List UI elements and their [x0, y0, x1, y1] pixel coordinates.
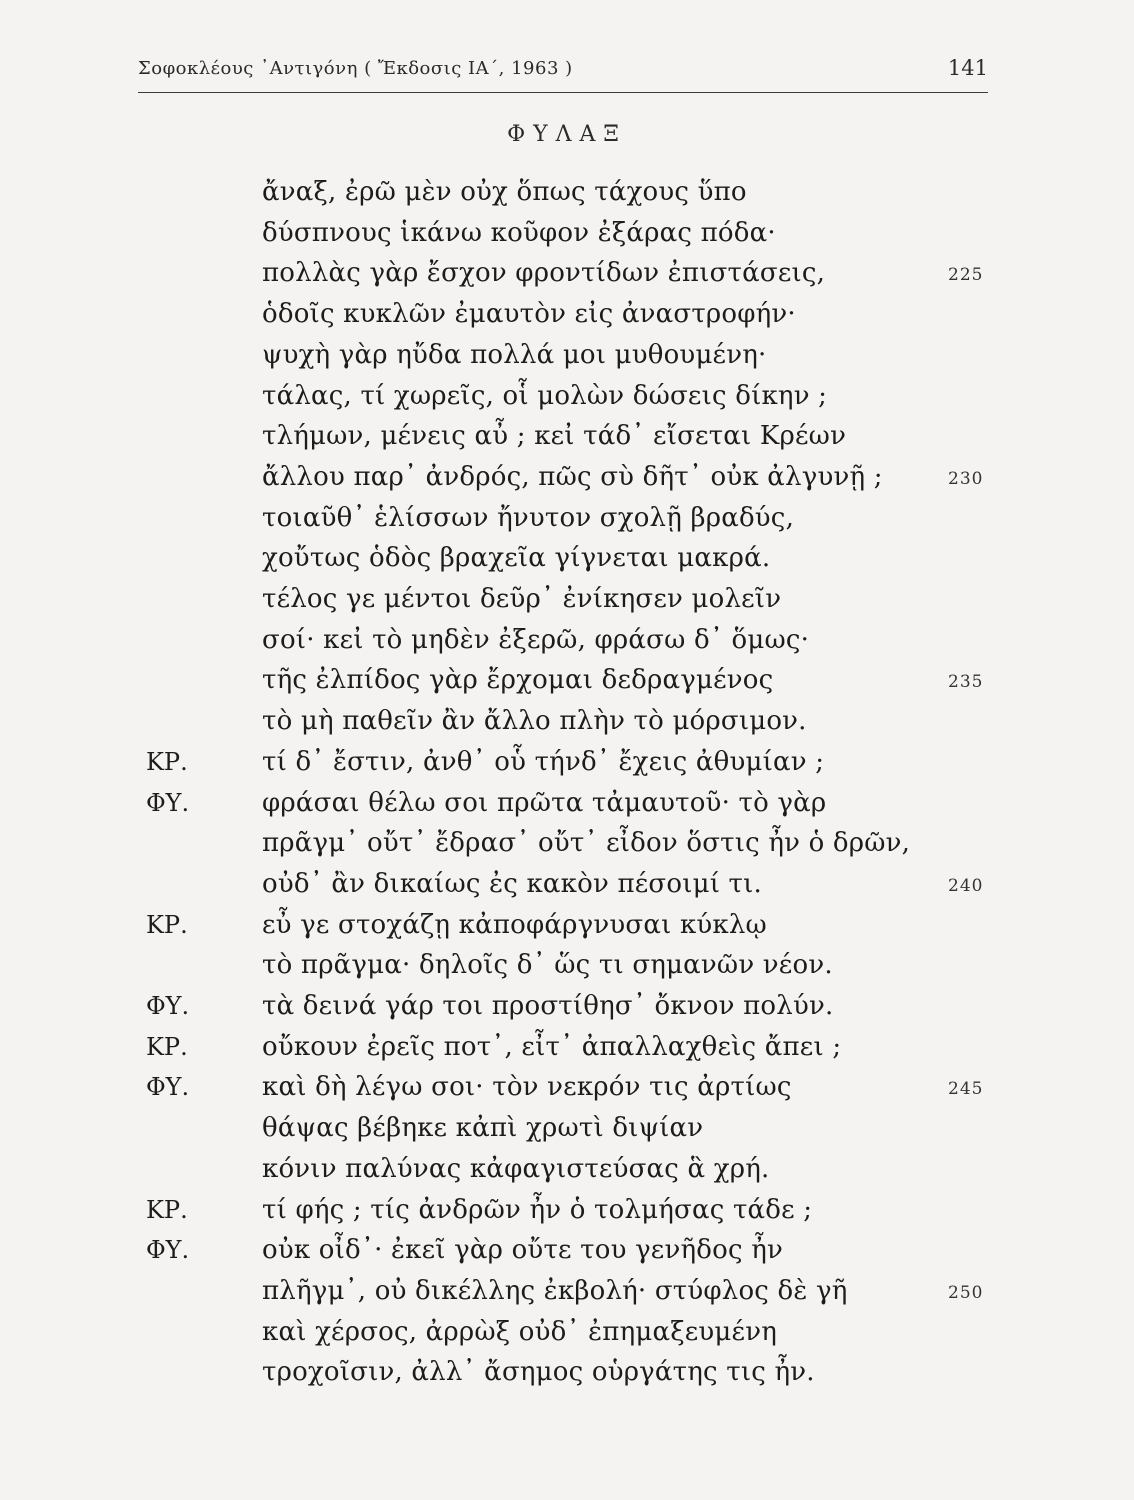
speaker-label: ΦΥ. — [146, 1236, 190, 1265]
verse-text: εὖ γε στοχάζῃ κἀποφάργνυσαι κύκλῳ — [262, 909, 767, 940]
verse-text: τί δ᾽ ἔστιν, ἀνθ᾽ οὗ τήνδ᾽ ἔχεις ἀθυμίαν ; — [262, 746, 825, 777]
speaker-label: ΦΥ. — [146, 788, 190, 817]
verse-line — [0, 457, 1134, 497]
verse-text: πρᾶγμ᾽ οὔτ᾽ ἔδρασ᾽ οὔτ᾽ εἶδον ὅστις ἦν ὁ δρῶν, — [262, 828, 911, 859]
verse-text: τάλας, τί χωρεῖς, οἷ μολὼν δώσεις δίκην ; — [262, 380, 828, 411]
verse-text: τέλος γε μέντοι δεῦρ᾽ ἐνίκησεν μολεῖν — [262, 584, 782, 614]
verse-text: ἄλλου παρ᾽ ἀνδρός, πῶς σὺ δῆτ᾽ οὐκ ἀλγυνῇ ; — [262, 461, 883, 492]
verse-text: θάψας βέβηκε κἀπὶ χρωτὶ διψίαν — [262, 1113, 704, 1144]
speaker-label: ΚΡ. — [146, 1195, 188, 1224]
line-number: 245 — [948, 1079, 984, 1100]
verse-line — [0, 1230, 1134, 1270]
verse-line — [0, 864, 1134, 904]
verse-line — [0, 335, 1134, 375]
verse-line — [0, 416, 1134, 456]
running-title: Σοφοκλέους ᾿Αντιγόνη ( Ἔκδοσις ΙΑ΄, 1963 ) — [138, 58, 573, 79]
verse-line — [0, 294, 1134, 334]
verse-text: χοὔτως ὁδὸς βραχεῖα γίγνεται μακρά. — [262, 543, 771, 574]
verse-text: καὶ δὴ λέγω σοι· τὸν νεκρόν τις ἀρτίως — [262, 1072, 792, 1103]
speaker-label: ΚΡ. — [146, 910, 188, 939]
verse-text: πλῆγμ᾽, οὐ δικέλλης ἐκβολή· στύφλος δὲ γῆ — [262, 1275, 848, 1306]
line-number: 250 — [948, 1282, 984, 1303]
verse-line — [0, 945, 1134, 985]
verse-text: τὸ μὴ παθεῖν ἂν ἄλλο πλὴν τὸ μόρσιμον. — [262, 706, 807, 737]
verse-line — [0, 1108, 1134, 1148]
speaker-label: ΦΥ. — [146, 1073, 190, 1102]
line-number: 230 — [948, 468, 984, 489]
verse-text: τὸ πρᾶγμα· δηλοῖς δ᾽ ὥς τι σημανῶν νέον. — [262, 950, 833, 981]
verse-line — [0, 783, 1134, 823]
verse-line — [0, 538, 1134, 578]
verse-text: τί φής ; τίς ἀνδρῶν ἦν ὁ τολμήσας τάδε ; — [262, 1194, 813, 1225]
verse-line — [0, 742, 1134, 782]
verse-line — [0, 986, 1134, 1026]
verse-line — [0, 620, 1134, 660]
verse-line — [0, 213, 1134, 253]
verse-text: ὁδοῖς κυκλῶν ἐμαυτὸν εἰς ἀναστροφήν· — [262, 299, 796, 330]
verse-text: πολλὰς γὰρ ἔσχον φροντίδων ἐπιστάσεις, — [262, 258, 826, 289]
verse-text: τὰ δεινά γάρ τοι προστίθησ᾽ ὄκνον πολύν. — [262, 991, 834, 1021]
line-number: 240 — [948, 875, 984, 896]
verse-line — [0, 823, 1134, 863]
verse-line — [0, 253, 1134, 293]
verse-text: τοιαῦθ᾽ ἑλίσσων ἤνυτον σχολῇ βραδύς, — [262, 502, 795, 533]
verse-line — [0, 579, 1134, 619]
verse-text: τλήμων, μένεις αὖ ; κεἰ τάδ᾽ εἴσεται Κρέων — [262, 421, 847, 452]
verse-text: ψυχὴ γὰρ ηὔδα πολλά μοι μυθουμένη· — [262, 339, 767, 370]
verse-line — [0, 498, 1134, 538]
verse-line — [0, 905, 1134, 945]
verse-line — [0, 660, 1134, 700]
line-number: 225 — [948, 265, 984, 286]
line-number: 235 — [948, 672, 984, 693]
verse-line — [0, 1027, 1134, 1067]
speaker-heading: ΦΥΛΑΞ — [507, 122, 627, 147]
speaker-label: ΚΡ. — [146, 747, 188, 776]
verse-line — [0, 1149, 1134, 1189]
verse-line — [0, 1190, 1134, 1230]
speaker-label: ΦΥ. — [146, 992, 190, 1020]
verse-line — [0, 172, 1134, 212]
verse-line — [0, 1271, 1134, 1311]
verse-text: σοί· κεἰ τὸ μηδὲν ἐξερῶ, φράσω δ᾽ ὅμως· — [262, 624, 810, 655]
verse-line — [0, 1352, 1134, 1392]
page-number: 141 — [947, 56, 988, 80]
verse-text: οὔκουν ἐρεῖς ποτ᾽, εἶτ᾽ ἀπαλλαχθεὶς ἄπει ; — [262, 1031, 842, 1062]
verse-text: δύσπνους ἱκάνω κοῦφον ἐξάρας πόδα· — [262, 217, 776, 248]
verse-text: τῆς ἐλπίδος γὰρ ἔρχομαι δεδραγμένος — [262, 665, 774, 696]
verse-text: ἄναξ, ἐρῶ μὲν οὐχ ὅπως τάχους ὕπο — [262, 177, 747, 207]
speaker-label: ΚΡ. — [146, 1032, 188, 1061]
verse-text: καὶ χέρσος, ἀρρὼξ οὐδ᾽ ἐπημαξευμένη — [262, 1316, 777, 1347]
verse-text: οὐκ οἶδ᾽· ἐκεῖ γὰρ οὔτε του γενῆδος ἦν — [262, 1235, 783, 1266]
verse-text: φράσαι θέλω σοι πρῶτα τἀμαυτοῦ· τὸ γὰρ — [262, 787, 827, 818]
verse-text: τροχοῖσιν, ἀλλ᾽ ἄσημος οὑργάτης τις ἦν. — [262, 1357, 815, 1388]
verse-text: οὐδ᾽ ἂν δικαίως ἐς κακὸν πέσοιμί τι. — [262, 868, 762, 899]
verse-line — [0, 701, 1134, 741]
verse-text: κόνιν παλύνας κἀφαγιστεύσας ἃ χρή. — [262, 1153, 770, 1184]
verse-line — [0, 376, 1134, 416]
verse-line — [0, 1312, 1134, 1352]
verse-line — [0, 1067, 1134, 1107]
